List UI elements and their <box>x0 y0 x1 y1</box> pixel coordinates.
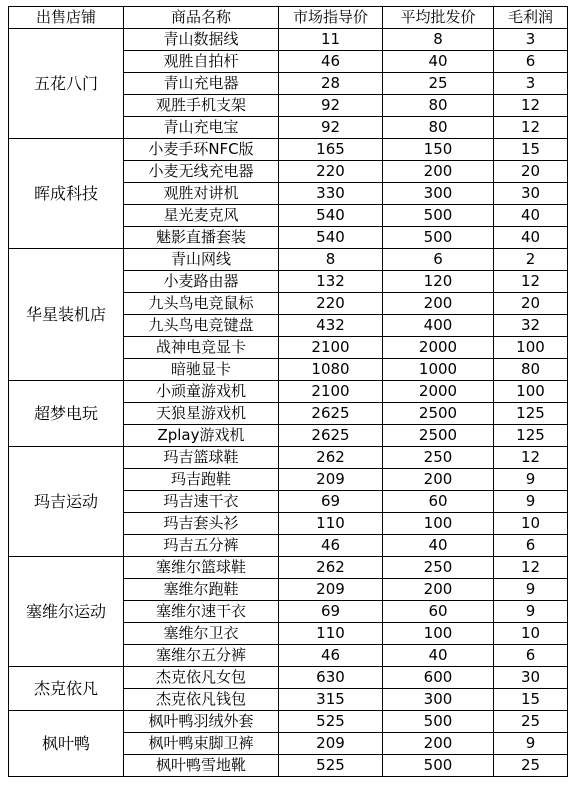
gross-profit-cell: 10 <box>494 513 568 535</box>
gross-profit-cell: 25 <box>494 755 568 777</box>
product-name-cell: 小顽童游戏机 <box>124 381 279 403</box>
guide-price-cell: 2625 <box>279 425 383 447</box>
product-name-cell: 星光麦克风 <box>124 205 279 227</box>
product-name-cell: Zplay游戏机 <box>124 425 279 447</box>
product-name-cell: 枫叶鸭雪地靴 <box>124 755 279 777</box>
product-name-cell: 塞维尔速干衣 <box>124 601 279 623</box>
header-product: 商品名称 <box>124 7 279 29</box>
wholesale-price-cell: 80 <box>383 117 494 139</box>
gross-profit-cell: 9 <box>494 491 568 513</box>
gross-profit-cell: 100 <box>494 381 568 403</box>
guide-price-cell: 46 <box>279 51 383 73</box>
guide-price-cell: 2625 <box>279 403 383 425</box>
wholesale-price-cell: 2000 <box>383 337 494 359</box>
wholesale-price-cell: 8 <box>383 29 494 51</box>
wholesale-price-cell: 1000 <box>383 359 494 381</box>
table-row <box>9 557 568 579</box>
wholesale-price-cell: 2000 <box>383 381 494 403</box>
gross-profit-cell: 3 <box>494 73 568 95</box>
guide-price-cell: 1080 <box>279 359 383 381</box>
gross-profit-cell: 12 <box>494 557 568 579</box>
gross-profit-cell: 9 <box>494 579 568 601</box>
guide-price-cell: 209 <box>279 469 383 491</box>
wholesale-price-cell: 120 <box>383 271 494 293</box>
wholesale-price-cell: 500 <box>383 711 494 733</box>
guide-price-cell: 92 <box>279 117 383 139</box>
header-row <box>9 7 568 29</box>
guide-price-cell: 28 <box>279 73 383 95</box>
product-name-cell: 小麦无线充电器 <box>124 161 279 183</box>
wholesale-price-cell: 2500 <box>383 403 494 425</box>
wholesale-price-cell: 100 <box>383 513 494 535</box>
wholesale-price-cell: 60 <box>383 601 494 623</box>
product-name-cell: 魅影直播套装 <box>124 227 279 249</box>
guide-price-cell: 2100 <box>279 381 383 403</box>
table-row <box>9 139 568 161</box>
shop-cell: 杰克依凡 <box>9 667 124 711</box>
gross-profit-cell: 80 <box>494 359 568 381</box>
gross-profit-cell: 10 <box>494 623 568 645</box>
shop-cell: 超梦电玩 <box>9 381 124 447</box>
guide-price-cell: 132 <box>279 271 383 293</box>
product-name-cell: 青山数据线 <box>124 29 279 51</box>
gross-profit-cell: 9 <box>494 469 568 491</box>
gross-profit-cell: 20 <box>494 161 568 183</box>
table-row <box>9 381 568 403</box>
wholesale-price-cell: 40 <box>383 645 494 667</box>
guide-price-cell: 209 <box>279 733 383 755</box>
gross-profit-cell: 30 <box>494 183 568 205</box>
wholesale-price-cell: 500 <box>383 227 494 249</box>
product-name-cell: 塞维尔跑鞋 <box>124 579 279 601</box>
gross-profit-cell: 40 <box>494 227 568 249</box>
guide-price-cell: 46 <box>279 535 383 557</box>
table-body <box>9 29 568 777</box>
gross-profit-cell: 125 <box>494 425 568 447</box>
gross-profit-cell: 12 <box>494 447 568 469</box>
guide-price-cell: 315 <box>279 689 383 711</box>
product-name-cell: 暗驰显卡 <box>124 359 279 381</box>
product-name-cell: 小麦手环NFC版 <box>124 139 279 161</box>
gross-profit-cell: 2 <box>494 249 568 271</box>
wholesale-price-cell: 200 <box>383 161 494 183</box>
product-name-cell: 玛吉套头衫 <box>124 513 279 535</box>
shop-cell: 五花八门 <box>9 29 124 139</box>
wholesale-price-cell: 600 <box>383 667 494 689</box>
gross-profit-cell: 125 <box>494 403 568 425</box>
shop-cell: 华星装机店 <box>9 249 124 381</box>
product-name-cell: 玛吉速干衣 <box>124 491 279 513</box>
guide-price-cell: 330 <box>279 183 383 205</box>
gross-profit-cell: 12 <box>494 117 568 139</box>
wholesale-price-cell: 400 <box>383 315 494 337</box>
gross-profit-cell: 9 <box>494 601 568 623</box>
wholesale-price-cell: 300 <box>383 183 494 205</box>
product-name-cell: 青山充电器 <box>124 73 279 95</box>
product-name-cell: 青山网线 <box>124 249 279 271</box>
gross-profit-cell: 3 <box>494 29 568 51</box>
gross-profit-cell: 20 <box>494 293 568 315</box>
guide-price-cell: 110 <box>279 623 383 645</box>
table-row <box>9 29 568 51</box>
table-row <box>9 711 568 733</box>
product-name-cell: 塞维尔五分裤 <box>124 645 279 667</box>
product-name-cell: 观胜手机支架 <box>124 95 279 117</box>
header-wholesale-price: 平均批发价 <box>383 7 494 29</box>
wholesale-price-cell: 200 <box>383 293 494 315</box>
wholesale-price-cell: 200 <box>383 469 494 491</box>
wholesale-price-cell: 25 <box>383 73 494 95</box>
wholesale-price-cell: 500 <box>383 755 494 777</box>
gross-profit-cell: 12 <box>494 271 568 293</box>
guide-price-cell: 432 <box>279 315 383 337</box>
wholesale-price-cell: 500 <box>383 205 494 227</box>
guide-price-cell: 69 <box>279 491 383 513</box>
header-gross-profit: 毛利润 <box>494 7 568 29</box>
wholesale-price-cell: 40 <box>383 535 494 557</box>
wholesale-price-cell: 60 <box>383 491 494 513</box>
gross-profit-cell: 30 <box>494 667 568 689</box>
product-name-cell: 九头鸟电竞鼠标 <box>124 293 279 315</box>
product-name-cell: 玛吉跑鞋 <box>124 469 279 491</box>
product-name-cell: 战神电竞显卡 <box>124 337 279 359</box>
guide-price-cell: 525 <box>279 755 383 777</box>
product-name-cell: 小麦路由器 <box>124 271 279 293</box>
guide-price-cell: 92 <box>279 95 383 117</box>
gross-profit-cell: 6 <box>494 51 568 73</box>
product-name-cell: 九头鸟电竞键盘 <box>124 315 279 337</box>
gross-profit-cell: 25 <box>494 711 568 733</box>
product-name-cell: 枫叶鸭束脚卫裤 <box>124 733 279 755</box>
guide-price-cell: 540 <box>279 205 383 227</box>
shop-cell: 塞维尔运动 <box>9 557 124 667</box>
product-name-cell: 枫叶鸭羽绒外套 <box>124 711 279 733</box>
gross-profit-cell: 100 <box>494 337 568 359</box>
product-name-cell: 玛吉五分裤 <box>124 535 279 557</box>
guide-price-cell: 69 <box>279 601 383 623</box>
gross-profit-cell: 40 <box>494 205 568 227</box>
table-row <box>9 447 568 469</box>
shop-cell: 玛吉运动 <box>9 447 124 557</box>
product-name-cell: 杰克依凡女包 <box>124 667 279 689</box>
gross-profit-cell: 15 <box>494 139 568 161</box>
wholesale-price-cell: 80 <box>383 95 494 117</box>
wholesale-price-cell: 250 <box>383 557 494 579</box>
guide-price-cell: 2100 <box>279 337 383 359</box>
price-sheet <box>8 6 568 777</box>
guide-price-cell: 46 <box>279 645 383 667</box>
gross-profit-cell: 9 <box>494 733 568 755</box>
guide-price-cell: 220 <box>279 293 383 315</box>
wholesale-price-cell: 300 <box>383 689 494 711</box>
product-name-cell: 观胜自拍杆 <box>124 51 279 73</box>
guide-price-cell: 540 <box>279 227 383 249</box>
gross-profit-cell: 32 <box>494 315 568 337</box>
wholesale-price-cell: 2500 <box>383 425 494 447</box>
header-guide-price: 市场指导价 <box>279 7 383 29</box>
header-shop: 出售店铺 <box>9 7 124 29</box>
wholesale-price-cell: 250 <box>383 447 494 469</box>
product-name-cell: 塞维尔卫衣 <box>124 623 279 645</box>
shop-cell: 晖成科技 <box>9 139 124 249</box>
guide-price-cell: 262 <box>279 447 383 469</box>
guide-price-cell: 262 <box>279 557 383 579</box>
gross-profit-cell: 6 <box>494 645 568 667</box>
guide-price-cell: 8 <box>279 249 383 271</box>
guide-price-cell: 209 <box>279 579 383 601</box>
gross-profit-cell: 6 <box>494 535 568 557</box>
product-name-cell: 青山充电宝 <box>124 117 279 139</box>
guide-price-cell: 525 <box>279 711 383 733</box>
product-name-cell: 杰克依凡钱包 <box>124 689 279 711</box>
wholesale-price-cell: 200 <box>383 733 494 755</box>
table-row <box>9 667 568 689</box>
product-name-cell: 观胜对讲机 <box>124 183 279 205</box>
shop-cell: 枫叶鸭 <box>9 711 124 777</box>
guide-price-cell: 220 <box>279 161 383 183</box>
guide-price-cell: 630 <box>279 667 383 689</box>
wholesale-price-cell: 40 <box>383 51 494 73</box>
gross-profit-cell: 12 <box>494 95 568 117</box>
product-name-cell: 玛吉篮球鞋 <box>124 447 279 469</box>
price-table <box>8 6 568 777</box>
product-name-cell: 塞维尔篮球鞋 <box>124 557 279 579</box>
table-row <box>9 249 568 271</box>
wholesale-price-cell: 150 <box>383 139 494 161</box>
wholesale-price-cell: 200 <box>383 579 494 601</box>
guide-price-cell: 110 <box>279 513 383 535</box>
product-name-cell: 天狼星游戏机 <box>124 403 279 425</box>
guide-price-cell: 11 <box>279 29 383 51</box>
gross-profit-cell: 15 <box>494 689 568 711</box>
wholesale-price-cell: 100 <box>383 623 494 645</box>
wholesale-price-cell: 6 <box>383 249 494 271</box>
guide-price-cell: 165 <box>279 139 383 161</box>
